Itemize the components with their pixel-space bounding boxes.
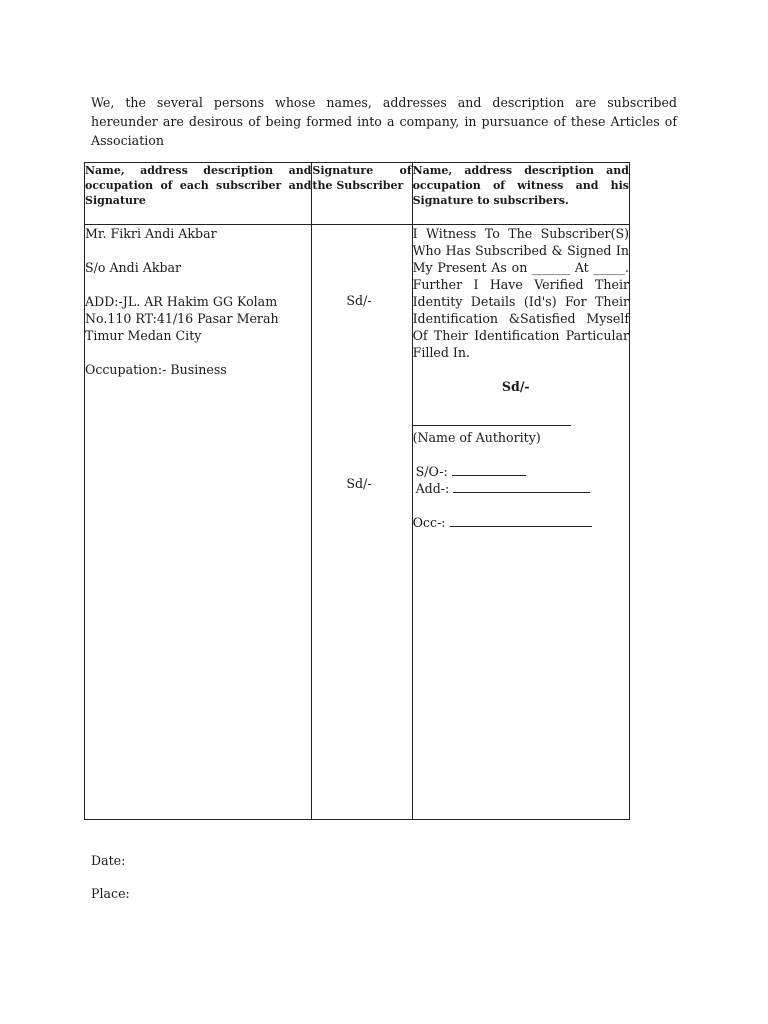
witness-statement: I Witness To The Subscriber(S) Who Has Subscribed & Signed In My Present As on ______ At _____. Further I Have Verified Their Identity Details (Id's) For Their Identification &Satisfied Myself Of Their Identification Particular Filled In.: [412, 226, 629, 360]
intro-paragraph: We, the several persons whose names, addresses and description are subscribed hereunder are desirous of being formed into a company, in pursuance of these Articles of Association: [91, 95, 677, 148]
date-label: Date:: [91, 853, 126, 868]
witness-cell: [412, 225, 629, 820]
header-witness-details: Name, address description and occupation of witness and his Signature to subscribers.: [412, 163, 629, 225]
witness-add-field: [413, 480, 629, 497]
table-row: [85, 225, 630, 820]
subscriber-name: Mr. Fikri Andi Akbar: [85, 226, 217, 241]
header-subscriber-signature: Signature of the Subscriber: [312, 163, 412, 225]
header-subscriber-details: Name, address description and occupation of each subscriber and Signature: [85, 163, 312, 225]
occ-blank-line: [450, 515, 592, 527]
subscriber-cell: [85, 225, 312, 820]
table-header-row: [85, 163, 630, 225]
signature-cell: [312, 225, 412, 820]
so-blank-line: [452, 464, 526, 476]
add-label: Add-:: [415, 481, 450, 496]
occ-label: Occ-:: [412, 515, 446, 530]
witness-sd: Sd/-: [501, 379, 530, 394]
place-label: Place:: [91, 886, 130, 901]
subscriber-address: ADD:-JL. AR Hakim GG Kolam No.110 RT:41/16 Pasar Merah Timur Medan City: [85, 294, 279, 343]
subscribers-table: [84, 162, 630, 820]
witness-signature-sd: Sd/-: [346, 476, 372, 491]
subscriber-relation: S/o Andi Akbar: [85, 260, 182, 275]
subscriber-occupation: Occupation:- Business: [85, 362, 227, 377]
authority-signature-line: [413, 411, 571, 426]
add-blank-line: [453, 481, 590, 493]
so-label: S/O-:: [415, 464, 448, 479]
subscriber-signature-sd: Sd/-: [346, 293, 372, 308]
witness-occ-field: [413, 514, 629, 531]
authority-label: (Name of Authority): [412, 430, 541, 445]
witness-so-field: [413, 463, 629, 480]
